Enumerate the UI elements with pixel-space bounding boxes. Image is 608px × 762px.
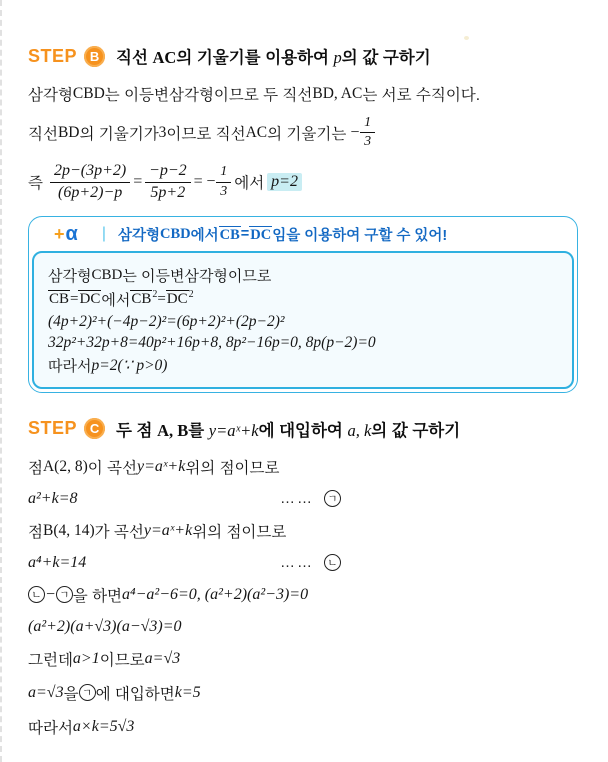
denominator: 3: [364, 134, 372, 150]
step-c-title: [116, 417, 460, 441]
text: 삼각형: [28, 87, 73, 104]
equals-sign: =: [157, 291, 166, 308]
plus-alpha-icon: [54, 224, 78, 245]
ellipsis-dots: ……: [280, 554, 314, 572]
step-b-title-kr1: 직선: [116, 49, 153, 67]
step-c-badge-icon: C: [84, 418, 105, 439]
stepc-line-subtract: [28, 584, 590, 606]
math-3: 3: [158, 123, 167, 141]
text: 에 대입하면: [95, 685, 175, 703]
tip-line-2: [48, 289, 558, 310]
math-k-5: k=5: [174, 683, 201, 701]
text: 그런데: [28, 651, 73, 669]
text: 점: [28, 459, 43, 477]
equals-sign: =: [192, 173, 204, 191]
text: 삼각형: [48, 267, 92, 285]
math-ak: a, k: [347, 420, 372, 440]
math-cbd: CBD: [72, 85, 105, 102]
step-b-title-p: p: [333, 48, 342, 67]
stepc-line-eq2: [28, 554, 590, 572]
numerator: 2p−(3p+2): [50, 162, 130, 182]
text: 의 기울기는: [267, 125, 347, 143]
text: 에서: [101, 291, 131, 309]
math-curve: y=aˣ+k: [208, 420, 259, 440]
math-curve: y=aˣ+k: [137, 457, 186, 475]
text: 에 대입하여: [258, 421, 348, 440]
tip-line-1: [48, 265, 558, 286]
step-c-label: STEP: [28, 418, 78, 439]
step-b-label: STEP: [28, 45, 78, 66]
math-point-b: B(4, 14): [42, 521, 95, 539]
equation-expanded: 32p²+32p+8=40p²+16p+8, 8p²−16p=0, 8p(p−2)=0: [48, 333, 376, 351]
minus-sign: −: [205, 173, 217, 191]
step-b-title-kr3: 의 값 구하기: [341, 49, 431, 67]
text: 을: [63, 685, 79, 703]
tip-title: [118, 224, 447, 245]
equals-sign: =: [70, 291, 79, 308]
stepb-line-slope: [28, 115, 590, 150]
math-bd-ac: BD, AC: [312, 85, 363, 102]
numerator: 1: [216, 164, 231, 182]
text: 두 점: [116, 421, 158, 440]
segment-cb-overline: CB: [49, 291, 70, 308]
math-ab: A, B: [157, 420, 189, 440]
ellipsis-dots: ……: [280, 490, 314, 508]
equation-a2k8: a²+k=8: [28, 489, 78, 507]
segment-dc-overline: DC: [166, 291, 188, 308]
fraction-one-third: [216, 164, 231, 199]
math-curve: y=aˣ+k: [143, 521, 193, 539]
step-b-title-ac: AC: [152, 48, 177, 67]
text: 임을 이용하여 구할 수 있어!: [272, 227, 448, 244]
circled-giyeok-ref: ㄱ: [324, 490, 341, 507]
text-therefore: 따라서: [48, 357, 92, 375]
minus-sign: −: [45, 585, 56, 603]
stepc-line-substitute: [28, 682, 590, 704]
numerator: −p−2: [145, 162, 191, 182]
text: 위의 점이므로: [192, 523, 287, 541]
exponent: 2: [152, 289, 158, 301]
segment-dc-overline: DC: [250, 226, 272, 243]
text: 이 곡선: [87, 459, 137, 477]
math-a-gt-1: a>1: [72, 649, 100, 667]
text-jeuk: 즉: [28, 175, 43, 193]
math-point-a: A(2, 8): [42, 457, 88, 475]
plus-icon: +: [54, 223, 65, 244]
math-ac: AC: [245, 123, 268, 141]
equation-a4k14: a⁴+k=14: [28, 553, 87, 571]
step-b-header: [28, 44, 590, 68]
text: 는 서로 수직이다.: [362, 87, 481, 104]
text: 위의 점이므로: [185, 459, 280, 477]
circled-nieun-ref: ㄴ: [324, 554, 341, 571]
step-c-header: [28, 417, 590, 441]
stepc-line-condition: [28, 648, 590, 670]
math-a-sqrt3: a=√3: [28, 683, 64, 701]
text-therefore: 따라서: [28, 719, 73, 737]
text: 이므로 직선: [166, 125, 246, 143]
stepc-line-eq1: [28, 490, 590, 508]
alpha-icon: α: [65, 222, 78, 245]
math-a-sqrt3: a=√3: [144, 649, 181, 667]
text: 을 하면: [72, 587, 123, 605]
circled-nieun-ref: ㄴ: [28, 586, 45, 603]
step-b-title: [116, 44, 431, 68]
highlighted-answer-p: p=2: [267, 173, 302, 191]
text: 에서: [190, 227, 219, 244]
text: 의 값 구하기: [371, 421, 461, 440]
stepc-line-factored: [28, 618, 590, 636]
math-cbd: CBD: [160, 225, 191, 242]
fraction-slope-expr: [50, 162, 130, 202]
tip-line-3: [48, 313, 558, 331]
step-b-title-kr2: 의 기울기를 이용하여: [176, 49, 334, 67]
denominator: (6p+2)−p: [57, 183, 123, 201]
equation-quartic: a⁴−a²−6=0, (a²+2)(a²−3)=0: [122, 585, 309, 603]
text: 직선: [28, 125, 58, 143]
fraction-one-third: [360, 115, 375, 150]
tip-box-body: [32, 251, 574, 389]
equals-sign: =: [132, 173, 144, 191]
equals-sign: =: [240, 226, 250, 243]
denominator: 3: [220, 183, 228, 199]
equation-factored: (a²+2)(a+√3)(a−√3)=0: [28, 617, 182, 635]
text: 는 이등변삼각형이므로: [122, 267, 272, 285]
fraction-simplified: [145, 162, 191, 202]
step-b-badge-icon: B: [84, 46, 105, 67]
exponent: 2: [188, 289, 194, 301]
stepb-line-equation: [28, 162, 590, 202]
segment-dc-overline: DC: [79, 291, 101, 308]
tip-line-4: [48, 334, 558, 352]
stepc-line-answer: [28, 716, 590, 738]
minus-sign: −: [349, 123, 361, 141]
circled-giyeok-ref: ㄱ: [56, 586, 73, 603]
page-content: [0, 44, 608, 738]
text: 삼각형: [117, 227, 160, 244]
text: 는 이등변삼각형이므로 두 직선: [104, 87, 313, 104]
numerator: 1: [360, 115, 375, 133]
text: 가 곡선: [94, 523, 144, 541]
math-cbd: CBD: [91, 266, 123, 283]
equation-squares: (4p+2)²+(−4p−2)²=(6p+2)²+(2p−2)²: [48, 312, 285, 330]
scan-dot-artifact: [464, 36, 469, 40]
text: 의 기울기가: [79, 125, 159, 143]
final-answer: a×k=5√3: [72, 717, 135, 735]
segment-cb-overline: CB: [219, 226, 240, 243]
text: 이므로: [99, 651, 145, 669]
segment-cb-overline: CB: [131, 291, 152, 308]
circled-giyeok-ref: ㄱ: [79, 684, 96, 701]
denominator: 5p+2: [150, 183, 186, 201]
text: 점: [28, 523, 43, 541]
stepb-line-isosceles: [28, 83, 590, 105]
stepc-line-pointB: [28, 520, 590, 542]
stepc-line-pointA: [28, 456, 590, 478]
tip-box-header: [32, 217, 574, 251]
separator-bar: |: [101, 225, 106, 243]
tip-line-5: [48, 355, 558, 376]
plus-alpha-tip-box: [28, 216, 578, 393]
text: 를: [188, 421, 209, 440]
math-bd: BD: [57, 123, 80, 141]
conclusion-p2: p=2(∵ p>0): [91, 356, 168, 374]
text-eseo: 에서: [234, 175, 265, 193]
